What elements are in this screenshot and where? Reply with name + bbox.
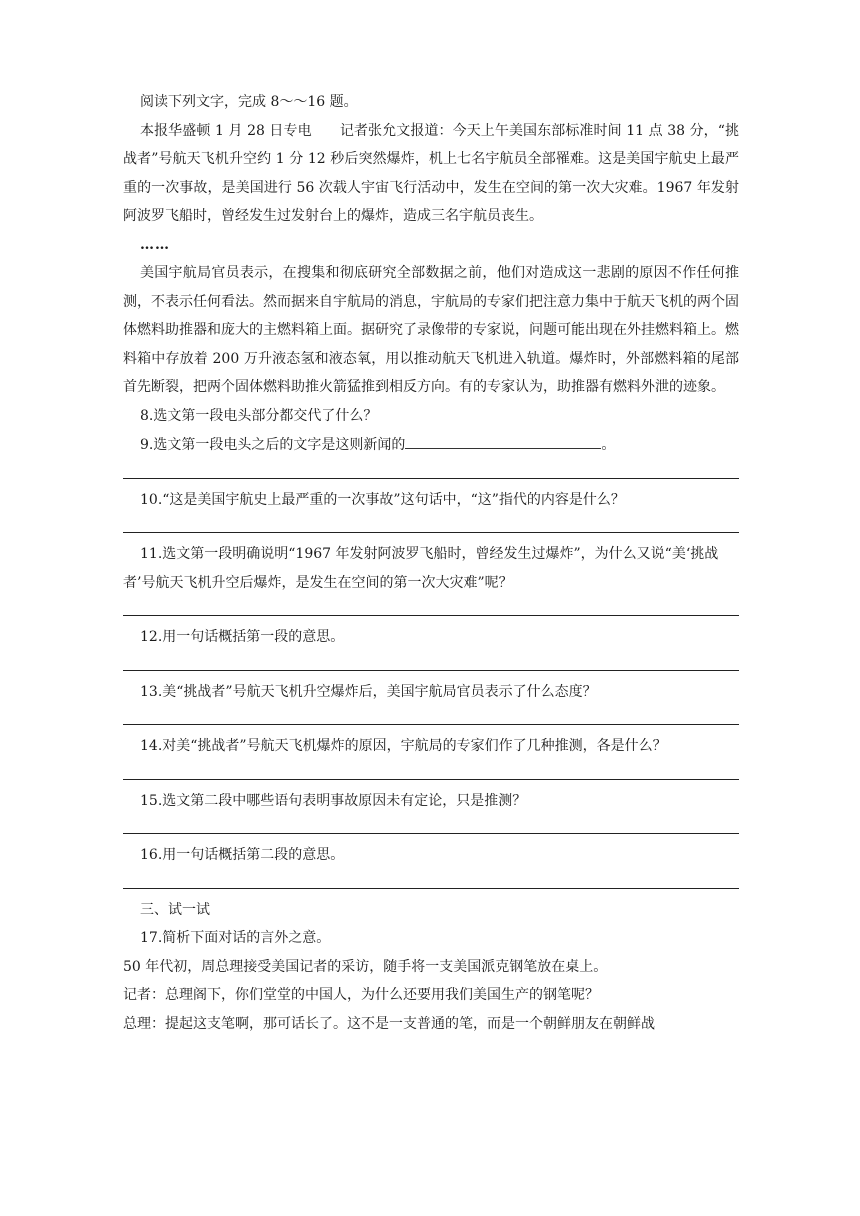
article-ellipsis: …… xyxy=(140,236,170,253)
question-9-text: 9.选文第一段电头之后的文字是这则新闻的 xyxy=(140,437,406,453)
article-paragraph-2: 美国宇航局官员表示，在搜集和彻底研究全部数据之前，他们对造成这一悲剧的原因不作任何推测，不表示任何看法。然而据来自宇航局的消息，宇航局的专家们把注意力集中于航天飞机的两个固体燃料助推器和庞大的主燃料箱上面。据研究了录像带的专家说，问题可能出现在外挂燃料箱上。燃料箱中存放着 200 万升液态氢和液态氧，用以推动航天飞机进入轨道。爆炸时，外部燃料箱的尾部首先断裂，把两个固体燃料助推火箭猛推到相反方向。有的专家认为，助推器有燃料外泄的迹象。 xyxy=(123,265,739,395)
question-9-end: 。 xyxy=(601,437,616,453)
question-17: 17.简析下面对话的言外之意。 xyxy=(140,930,331,946)
article-paragraph-1: 本报华盛顿 1 月 28 日专电 记者张允文报道：今天上午美国东部标准时间 11 点 38 分，“挑战者”号航天飞机升空约 1 分 12 秒后突然爆炸，机上七名宇航员全部罹难。这是美国宇航史上最严重的一次事故，是美国进行 56 次载人宇宙飞行活动中，发生在空间的第一次大灾难。1967 年发射阿波罗飞船时，曾经发生过发射台上的爆炸，造成三名宇航员丧生。 xyxy=(123,122,739,224)
question-11: 11.选文第一段明确说明“1967 年发射阿波罗飞船时，曾经发生过爆炸”，为什么又说“美‘挑战者’号航天飞机升空后爆炸，是发生在空间的第一次大灾难”呢？ xyxy=(123,546,719,591)
question-12: 12.用一句话概括第一段的意思。 xyxy=(140,629,345,645)
question-8: 8.选文第一段电头部分都交代了什么？ xyxy=(140,407,378,424)
dialogue-reporter: 记者：总理阁下，你们堂堂的中国人，为什么还要用我们美国生产的钢笔呢？ xyxy=(123,987,599,1003)
document-content xyxy=(123,88,739,1038)
reading-instruction: 阅读下列文字，完成 8～～16 题。 xyxy=(140,94,358,110)
section-3-heading: 三、试一试 xyxy=(140,901,210,918)
answer-blank-9[interactable] xyxy=(405,430,601,449)
question-14: 14.对美“挑战者”号航天飞机爆炸的原因，宇航局的专家们作了几种推测，各是什么？ xyxy=(140,738,667,754)
dialogue-context: 50 年代初，周总理接受美国记者的采访，随手将一支美国派克钢笔放在桌上。 xyxy=(123,958,608,975)
question-15: 15.选文第二段中哪些语句表明事故原因未有定论，只是推测？ xyxy=(140,792,527,809)
question-13: 13.美“挑战者”号航天飞机升空爆炸后，美国宇航局官员表示了什么态度？ xyxy=(140,683,597,700)
dialogue-premier: 总理：提起这支笔啊，那可话长了。这不是一支普通的笔，而是一个朝鲜朋友在朝鲜战 xyxy=(123,1015,655,1032)
question-10: 10.“这是美国宇航史上最严重的一次事故”这句话中，“这”指代的内容是什么？ xyxy=(140,491,625,508)
question-9 xyxy=(123,430,739,460)
question-16: 16.用一句话概括第二段的意思。 xyxy=(140,847,345,863)
